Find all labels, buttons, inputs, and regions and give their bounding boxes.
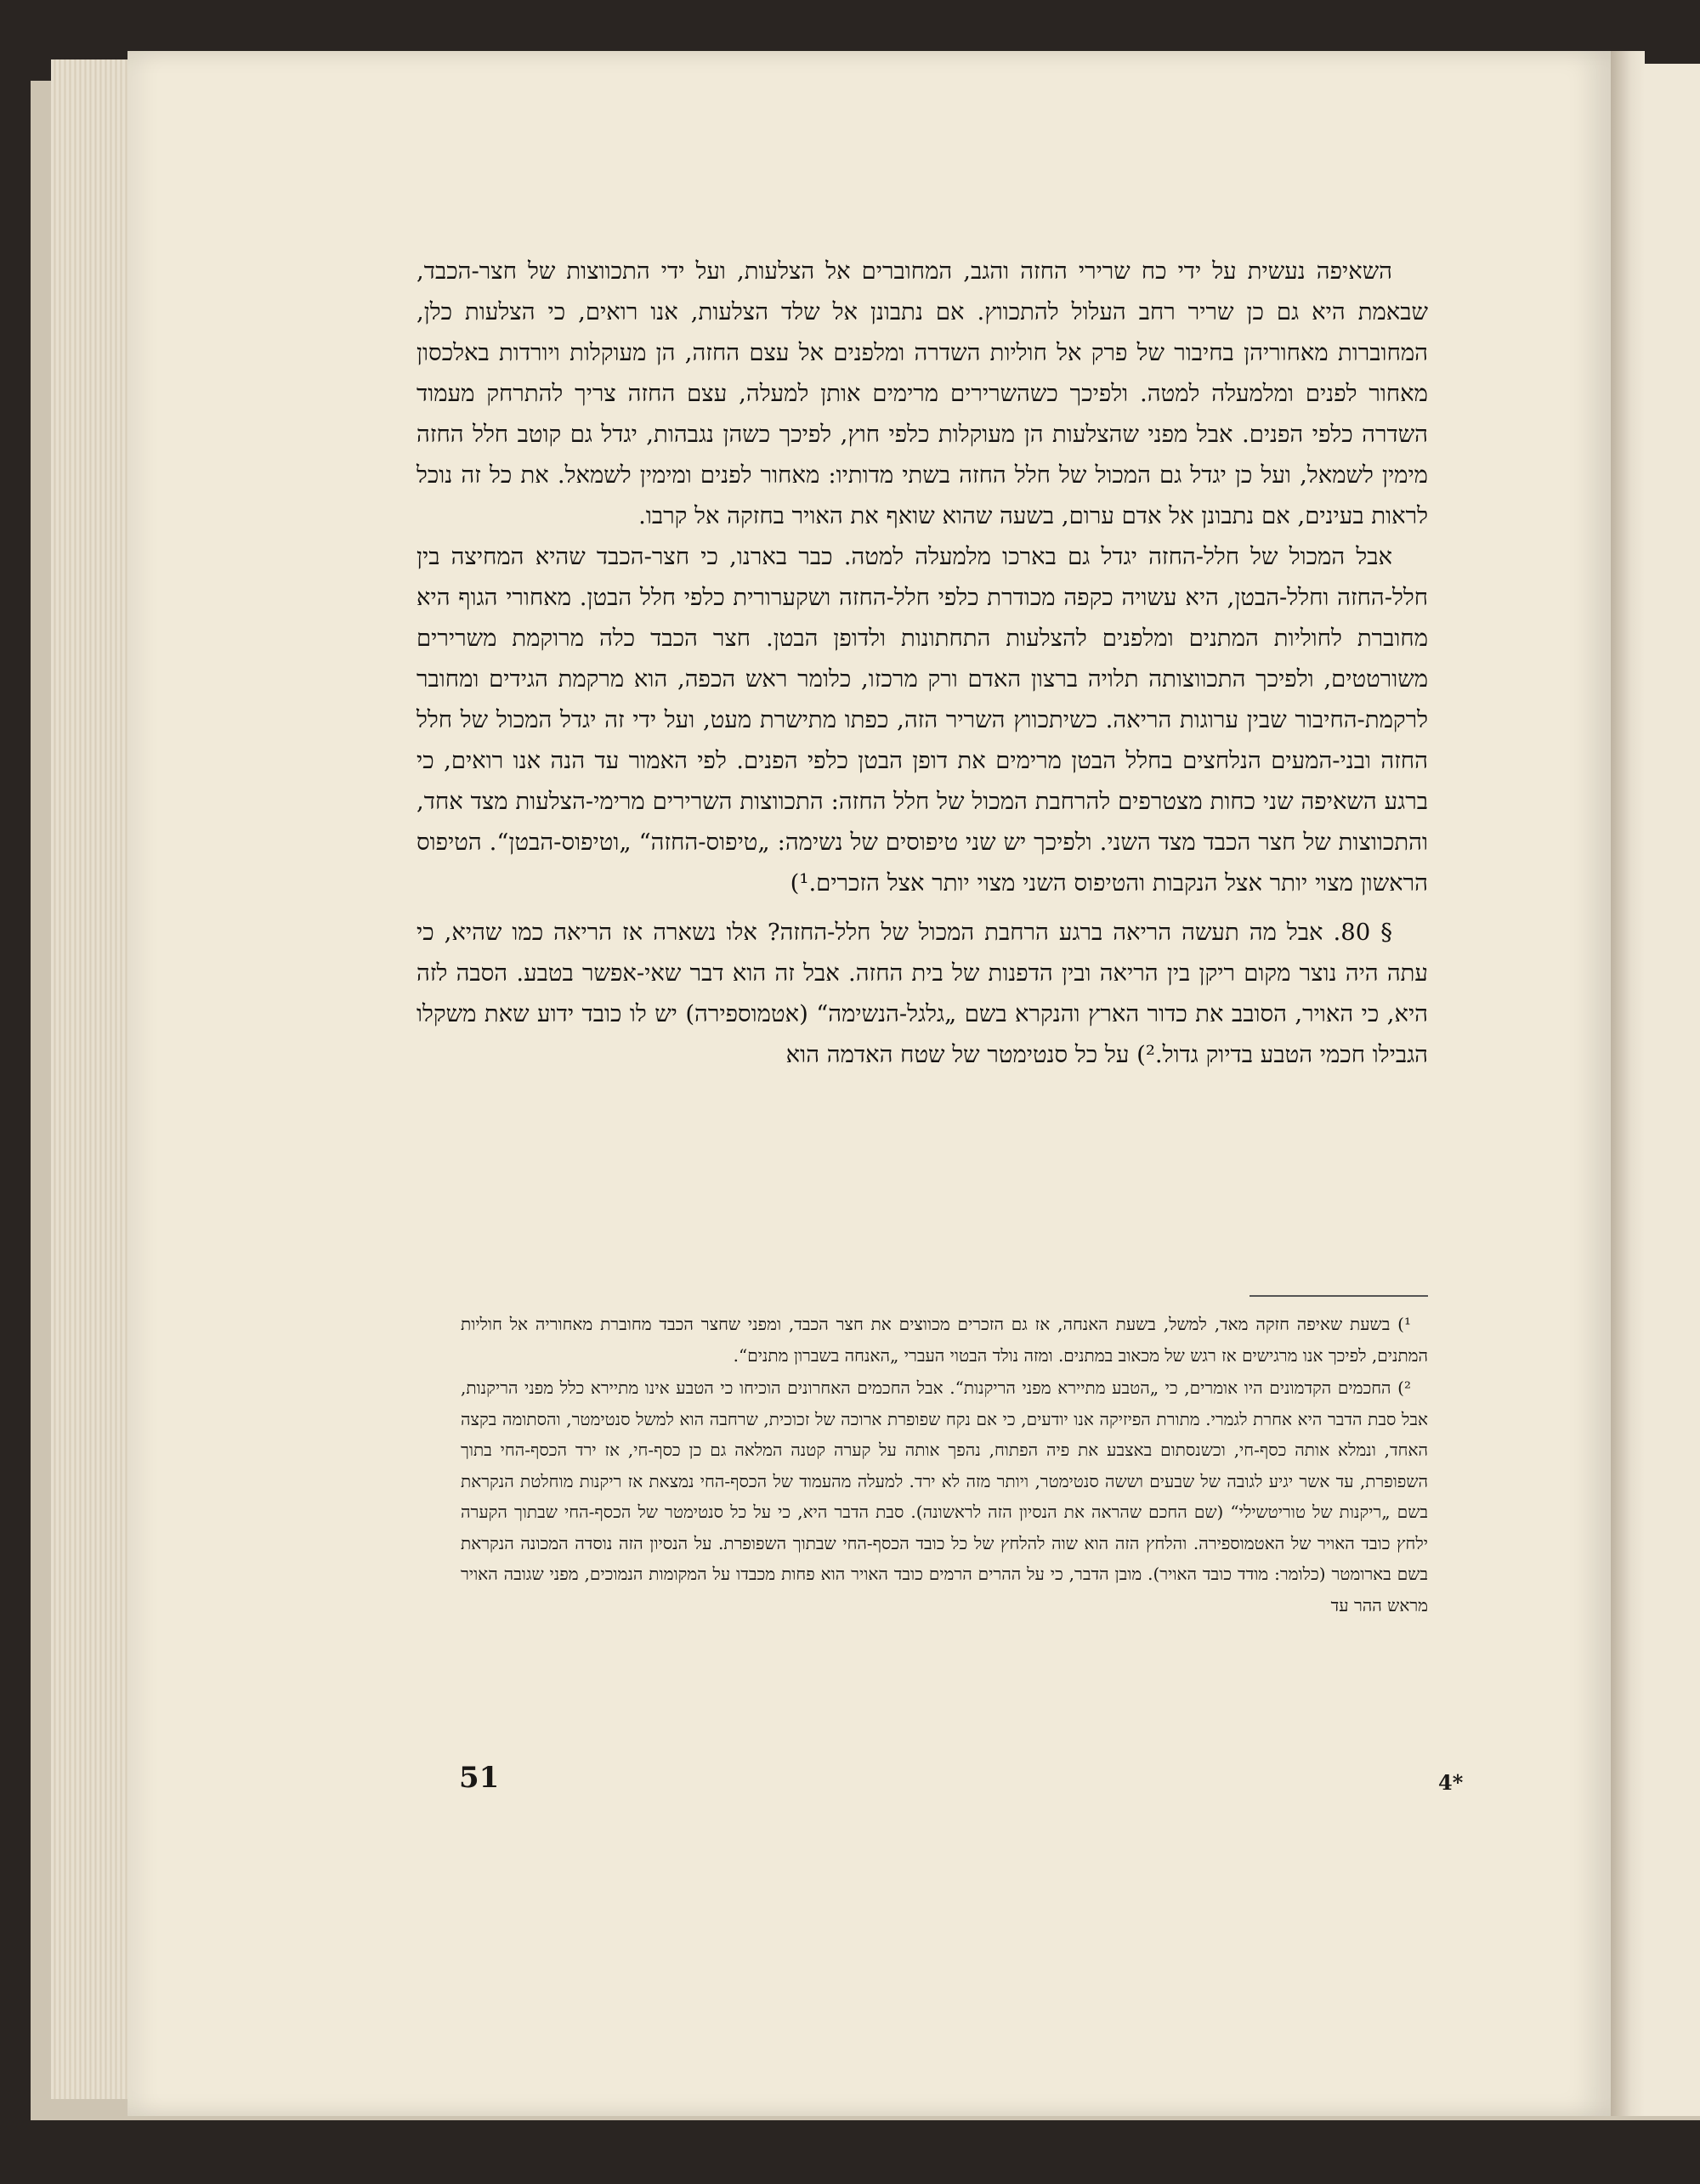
paragraph: אבל המכול של חלל-החזה יגדל גם בארכו מלמעלה למטה. כבר בארנו, כי חצר-הכבד שהיא המחיצה בין חלל-החזה וחלל-הבטן, היא עשויה כקפה מכודרת כלפי חלל-החזה ושקערורית כלפי חלל הבטן. מאחורי הגוף היא מחוברת לחוליות המתנים ומלפנים להצלעות התחתונות ולדופן הבטן. חצר הכבד כלה מרוקמת משרירים משורטטים, ולפיכך התכווצותה תלויה ברצון האדם ורק מרכזו, כלומר ראש הכפה, הוא מרקמת הגידים ומחובר לרקמת-החיבור שבין ערוגות הריאה. כשיתכווץ השריר הזה, כפתו מתישרת מעט, ועל ידי זה יגדל המכול של חלל החזה ובני-המעים הנלחצים בחלל הבטן מרימים את דופן הבטן כלפי הפנים. לפי האמור עד הנה אנו רואים, כי ברגע השאיפה שני כחות מצטרפים להרחבת המכול של חלל החזה: התכווצות השרירים מרימי-הצלעות מצד אחד, והתכווצות של חצר הכבד מצד השני. ולפיכך יש שני טיפוסים של נשימה: „טיפוס-החזה“ „וטיפוס-הבטן“. הטיפוס הראשון מצוי יותר אצל הנקבות והטיפוס השני מצוי יותר אצל הזכרים.¹) — [416, 543, 1428, 897]
paragraph: השאיפה נעשית על ידי כח שרירי החזה והגב, המחוברים אל הצלעות, ועל ידי התכווצות של חצר-הכבד, שבאמת היא גם כן שריר רחב העלול להתכווץ. אם נתבונן אל שלד הצלעות, אנו רואים, כי הצלעות כלן, המחוברות מאחוריהן בחיבור של פרק אל חוליות השדרה ומלפנים אל עצם החזה, הן מעוקלות ויורדות באלכסון מאחור לפנים ומלמעלה למטה. ולפיכך כשהשרירים מרימים אותן למעלה, עצם החזה צריך להתרחק מעמוד השדרה כלפי הפנים. אבל מפני שהצלעות הן מעוקלות כלפי חוץ, לפיכך כשהן נגבהות, יגדל גם קוטב חלל החזה מימין לשמאל, ועל כן יגדל גם המכול של חלל החזה בשתי מדותיו: מאחור לפנים ומימין לשמאל. את כל זה נוכל לראות בעינים, אם נתבונן אל אדם ערום, בשעה שהוא שואף את האויר בחזקה אל קרבו. — [416, 257, 1428, 529]
signature-mark: 4* — [1438, 1770, 1464, 1795]
footnote-rule — [1250, 1295, 1428, 1297]
book-gutter — [1611, 51, 1645, 2116]
body-text — [416, 251, 1428, 1075]
paragraph-section-80: § 80. אבל מה תעשה הריאה ברגע הרחבת המכול של חלל-החזה? אלו נשארה אז הריאה כמו שהיא, כי עתה היה נוצר מקום ריקן בין הריאה ובין הדפנות של בית החזה. אבל זה הוא דבר שאי-אפשר בטבע. הסבה לזה היא, כי האויר, הסובב את כדור הארץ והנקרא בשם „גלגל-הנשימה“ (אטמוספירה) יש לו כובד ידוע שאת משקלו הגבילו חכמי הטבע בדיוק גדול.²) על כל סנטימטר של שטח האדמה הוא — [416, 919, 1428, 1068]
page-number: 51 — [459, 1761, 500, 1795]
footnotes — [461, 1309, 1428, 1621]
footnote-1: ¹) בשעת שאיפה חזקה מאד, למשל, בשעת האנחה, אז גם הזכרים מכווצים את חצר הכבד, ומפני שחצר הכבד מחוברת מאחוריה אל חוליות המתנים, לפיכך אנו מרגישים אז רגש של מכאוב במתנים. ומזה נולד הבטוי העברי „האנחה בשברון מתנים“. — [461, 1314, 1428, 1366]
facing-page-edge — [1645, 64, 1700, 2116]
footnote-2: ²) החכמים הקדמונים היו אומרים, כי „הטבע מתיירא מפני הריקנות“. אבל החכמים האחרונים הוכיחו כי הטבע אינו מתיירא כלל מפני הריקנות, אבל סבת הדבר היא אחרת לגמרי. מתורת הפיזיקה אנו יודעים, כי אם נקח שפופרת ארוכה של זכוכית, שרחבה הוא למשל סנטימטר, והסתומה בקצה האחד, ונמלא אותה כסף-חי, וכשנסתום באצבע את פיה הפתוח, נהפך אותה על קערה קטנה המלאה גם כן כסף-חי, אז ירד הכסף-החי בתוך השפופרת, עד אשר יגיע לגובה של שבעים וששה סנטימטר, ויותר מזה לא ירד. למעלה מהעמוד של הכסף-החי נמצאת אז ריקנות מוחלטת הנקראת בשם „ריקנות של טוריטשילי“ (שם החכם שהראה את הנסיון הזה לראשונה). סבת הדבר היא, כי על כל סנטימטר של הכסף-החי שבתוך הקערה ילחץ כובד האויר של האטמוספירה. והלחץ הזה הוא שוה להלחץ של כל כובד הכסף-החי שבתוך השפופרת. על הנסיון הזה נוסדה המכונה הנקראת בשם בארומטר (כלומר: מודד כובד האויר). מובן הדבר, כי על ההרים הרמים כובד האויר הוא פחות מכבדו על המקומות הנמוכים, מפני שגובה האויר מראש ההר עד — [461, 1378, 1428, 1615]
